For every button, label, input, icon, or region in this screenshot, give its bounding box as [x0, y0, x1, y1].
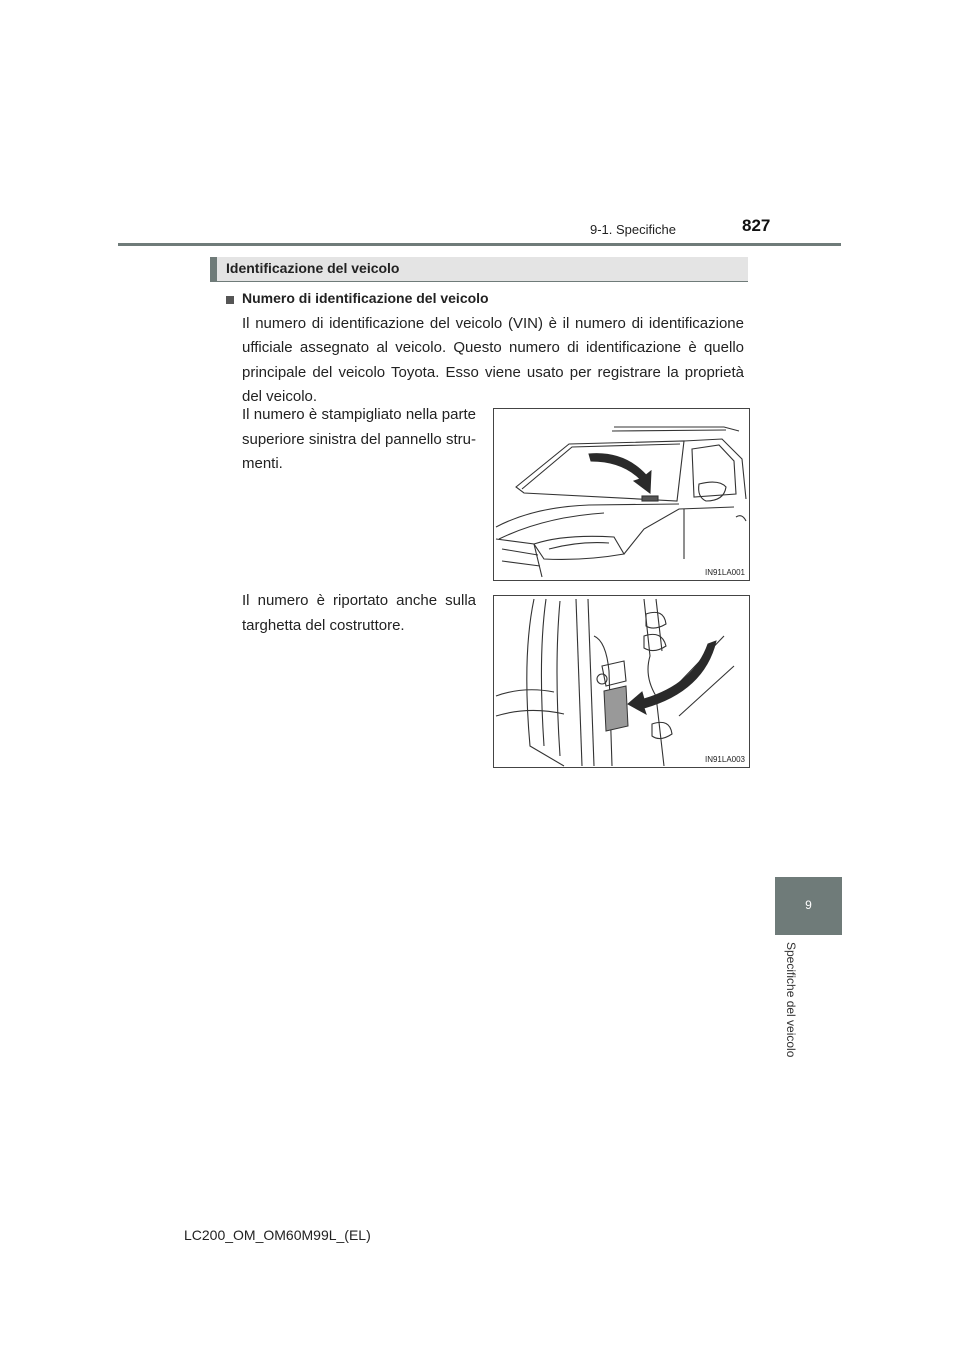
section-heading-marker [210, 257, 217, 281]
subsection-title: Numero di identificazione del veicolo [242, 290, 489, 306]
manufacturer-label-shape [604, 686, 628, 731]
chapter-tab-label: Specifiche del veicolo [784, 942, 798, 1058]
chapter-tab-label-wrap [784, 942, 808, 1082]
arrow-icon [628, 641, 716, 714]
section-heading-rule [210, 281, 748, 282]
windshield-vin-illustration [493, 408, 750, 581]
door-pillar-label-illustration [493, 595, 750, 768]
location-paragraph-1: Il numero è stampigliato nella parte superiore sinistra del pannello stru-menti. [242, 406, 476, 472]
header-divider [118, 243, 841, 246]
chapter-tab-number: 9 [805, 898, 812, 912]
figure-id: IN91LA001 [704, 568, 745, 577]
door-pillar-drawing [494, 596, 750, 768]
vehicle-front-drawing [494, 409, 750, 581]
arrow-icon [589, 454, 651, 493]
figure-id: IN91LA003 [704, 755, 745, 764]
intro-paragraph: Il numero di identificazione del veicolo (VIN) è il numero di identificazione ufficiale assegnato al veicolo. Questo numero di identificazione è quello principale del veicolo Toyota. Esso viene usato per registrare la proprietà del veicolo. [242, 315, 744, 405]
document-code: LC200_OM_OM60M99L_(EL) [184, 1227, 371, 1243]
section-title: Identificazione del veicolo [226, 260, 400, 276]
location-paragraph-2: Il numero è riportato anche sulla targhetta del costruttore. [242, 592, 476, 634]
chapter-section-label: 9-1. Specifiche [590, 222, 676, 237]
square-bullet-icon [226, 296, 234, 304]
page-number: 827 [742, 216, 771, 235]
